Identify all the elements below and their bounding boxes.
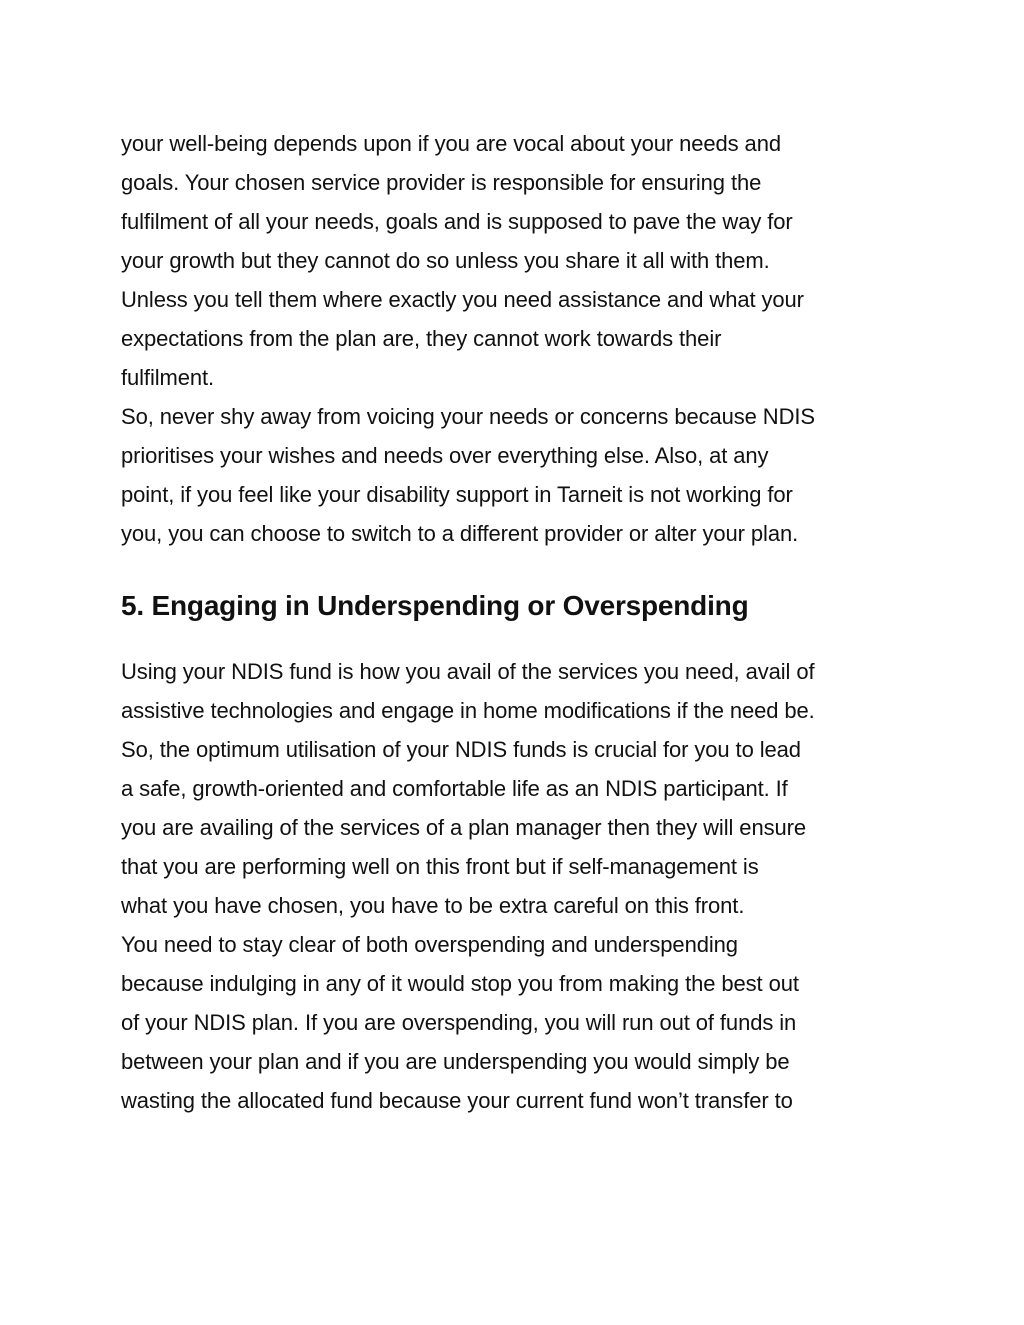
text-line: between your plan and if you are underspending you would simply be: [121, 1049, 790, 1074]
paragraph-voice-concerns: [121, 397, 911, 553]
text-line: You need to stay clear of both overspending and underspending: [121, 932, 738, 957]
document-page: [121, 124, 911, 1120]
text-line: So, the optimum utilisation of your NDIS funds is crucial for you to lead: [121, 737, 801, 762]
text-line: expectations from the plan are, they cannot work towards their: [121, 326, 722, 351]
text-line: So, never shy away from voicing your needs or concerns because NDIS: [121, 404, 815, 429]
text-line: assistive technologies and engage in home modifications if the need be.: [121, 698, 815, 723]
text-line: goals. Your chosen service provider is responsible for ensuring the: [121, 170, 762, 195]
paragraph-over-under-spending: [121, 925, 911, 1120]
text-line: because indulging in any of it would stop you from making the best out: [121, 971, 799, 996]
text-line: what you have chosen, you have to be extra careful on this front.: [121, 893, 745, 918]
text-line: Unless you tell them where exactly you need assistance and what your: [121, 287, 804, 312]
text-line: you are availing of the services of a plan manager then they will ensure: [121, 815, 806, 840]
section-heading: 5. Engaging in Underspending or Overspending: [121, 590, 749, 621]
text-line: of your NDIS plan. If you are overspending, you will run out of funds in: [121, 1010, 797, 1035]
text-line: your growth but they cannot do so unless you share it all with them.: [121, 248, 770, 273]
text-line: fulfilment.: [121, 365, 215, 390]
text-line: point, if you feel like your disability support in Tarneit is not working for: [121, 482, 793, 507]
text-line: prioritises your wishes and needs over everything else. Also, at any: [121, 443, 769, 468]
text-line: fulfilment of all your needs, goals and is supposed to pave the way for: [121, 209, 793, 234]
paragraph-vocal-needs: [121, 124, 911, 397]
text-line: you, you can choose to switch to a different provider or alter your plan.: [121, 521, 799, 546]
text-line: wasting the allocated fund because your current fund won’t transfer to: [121, 1088, 793, 1113]
paragraph-fund-utilisation: [121, 652, 911, 925]
text-line: that you are performing well on this front but if self-management is: [121, 854, 759, 879]
text-line: a safe, growth-oriented and comfortable life as an NDIS participant. If: [121, 776, 788, 801]
text-line: Using your NDIS fund is how you avail of the services you need, avail of: [121, 659, 815, 684]
text-line: your well-being depends upon if you are vocal about your needs and: [121, 131, 781, 156]
